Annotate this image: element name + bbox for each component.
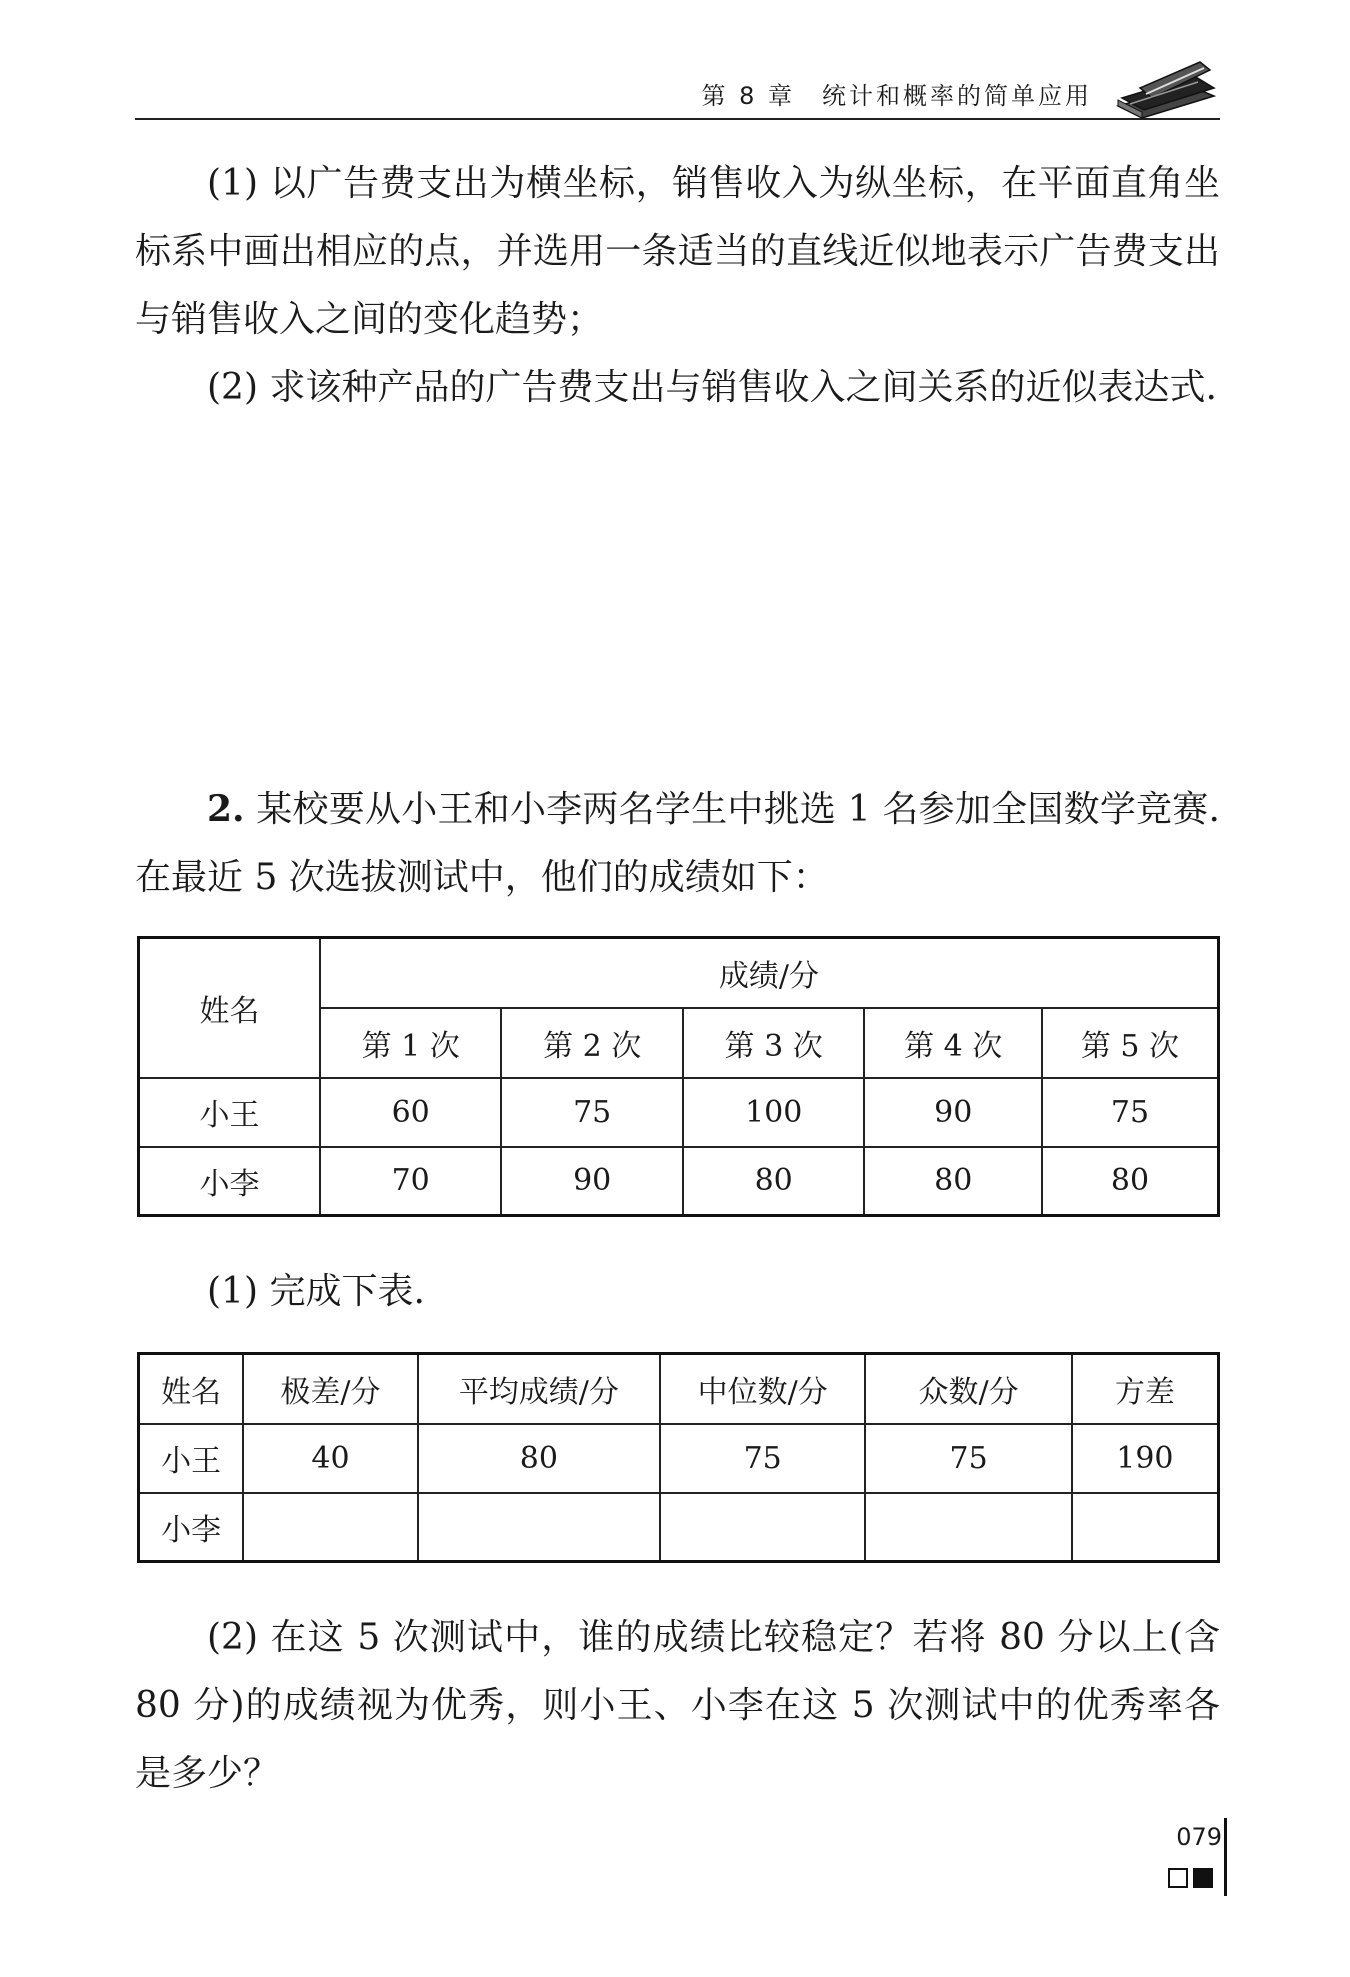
row-name: 小王 <box>139 1424 244 1493</box>
table-cell: 40 <box>243 1424 418 1493</box>
table-row <box>139 1147 1219 1216</box>
chapter-title: 第 8 章 统计和概率的简单应用 <box>701 82 1092 110</box>
empty-square-icon <box>1168 1868 1188 1888</box>
row-name: 小李 <box>139 1493 244 1562</box>
column-header: 众数/分 <box>865 1354 1071 1424</box>
table-row <box>139 1424 1219 1493</box>
table-cell: 75 <box>1042 1078 1219 1147</box>
table-cell: 80 <box>864 1147 1042 1216</box>
row-name: 小王 <box>139 1078 320 1147</box>
q1-part2: (2) 求该种产品的广告费支出与销售收入之间关系的近似表达式. <box>207 367 1217 408</box>
table-cell: 60 <box>320 1078 501 1147</box>
table-cell: 80 <box>418 1424 660 1493</box>
book-stack-icon <box>1110 58 1220 120</box>
summary-table <box>137 1352 1220 1563</box>
table-cell: 190 <box>1072 1424 1219 1493</box>
row-name: 小李 <box>139 1147 320 1216</box>
page-number: 079 <box>1176 1823 1222 1851</box>
column-header: 极差/分 <box>243 1354 418 1424</box>
q2-intro <box>135 775 1220 912</box>
column-header: 第 1 次 <box>320 1008 501 1078</box>
column-header: 平均成绩/分 <box>418 1354 660 1424</box>
column-header: 第 4 次 <box>864 1008 1042 1078</box>
table-cell: 90 <box>501 1147 682 1216</box>
column-header: 姓名 <box>139 1354 244 1424</box>
column-header: 方差 <box>1072 1354 1219 1424</box>
page-header <box>135 58 1220 120</box>
q2-number: 2. <box>207 788 245 830</box>
table-row <box>139 1493 1219 1562</box>
answer-cell[interactable] <box>660 1493 865 1562</box>
table-cell: 75 <box>660 1424 865 1493</box>
column-header: 第 2 次 <box>501 1008 682 1078</box>
q1-part1: (1) 以广告费支出为横坐标，销售收入为纵坐标，在平面直角坐标系中画出相应的点，并选用一条适当的直线近似地表示广告费支出与销售收入之间的变化趋势； <box>135 163 1220 340</box>
answer-cell[interactable] <box>243 1493 418 1562</box>
table-cell: 75 <box>501 1078 682 1147</box>
table-cell: 90 <box>864 1078 1042 1147</box>
answer-cell[interactable] <box>1072 1493 1219 1562</box>
scores-table <box>137 936 1220 1217</box>
margin-rule <box>1224 1818 1227 1896</box>
answer-cell[interactable] <box>418 1493 660 1562</box>
column-header: 第 3 次 <box>683 1008 865 1078</box>
q2-intro-text: 某校要从小王和小李两名学生中挑选 1 名参加全国数学竞赛. 在最近 5 次选拔测试中，他们的成绩如下： <box>135 789 1220 898</box>
q2-part2: (2) 在这 5 次测试中，谁的成绩比较稳定？若将 80 分以上(含 80 分)的成绩视为优秀，则小王、小李在这 5 次测试中的优秀率各是多少？ <box>135 1617 1220 1794</box>
answer-cell[interactable] <box>865 1493 1071 1562</box>
header-rule <box>135 118 1220 120</box>
column-header: 第 5 次 <box>1042 1008 1219 1078</box>
table-cell: 100 <box>683 1078 865 1147</box>
table-cell: 80 <box>1042 1147 1219 1216</box>
name-header: 姓名 <box>139 938 320 1078</box>
table-cell: 70 <box>320 1147 501 1216</box>
table-cell: 80 <box>683 1147 865 1216</box>
column-header: 中位数/分 <box>660 1354 865 1424</box>
score-header: 成绩/分 <box>320 938 1219 1008</box>
table-cell: 75 <box>865 1424 1071 1493</box>
q2-part1: (1) 完成下表. <box>207 1271 425 1312</box>
filled-square-icon <box>1193 1868 1213 1888</box>
table-row <box>139 1078 1219 1147</box>
